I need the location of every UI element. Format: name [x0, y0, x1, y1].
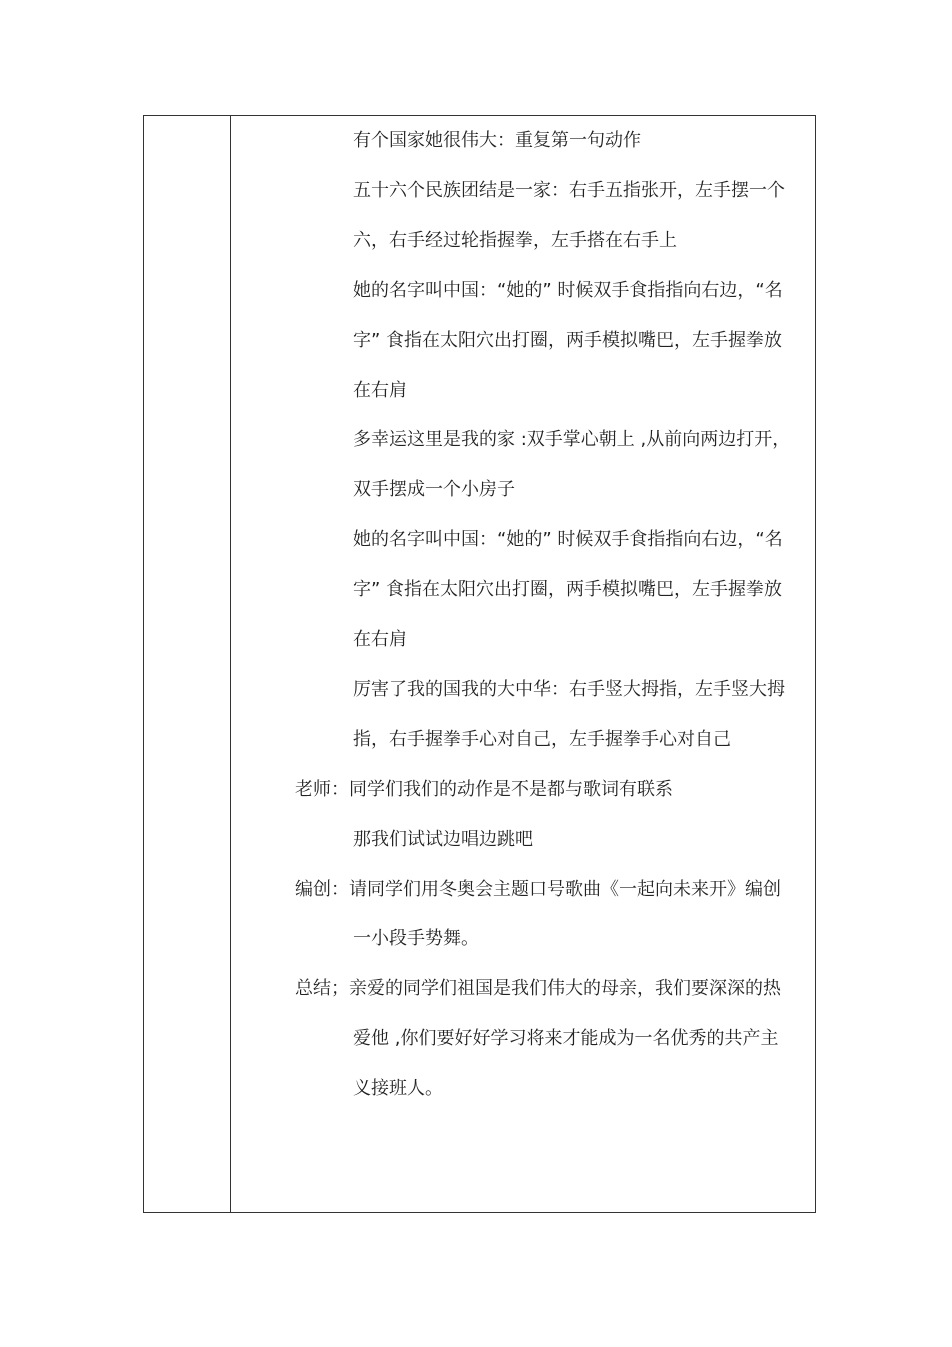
- paragraph-line: 双手摆成一个小房子: [353, 479, 515, 501]
- paragraph-line: 指，右手握拳手心对自己，左手握拳手心对自己: [353, 728, 731, 750]
- lesson-content-cell: [144, 116, 815, 1212]
- paragraph-line: 她的名字叫中国：“她的” 时候双手食指指向右边，“名: [353, 529, 783, 551]
- paragraph-line: 五十六个民族团结是一家：右手五指张开，左手摆一个: [353, 179, 785, 201]
- labeled-paragraph-line: 老师：同学们我们的动作是不是都与歌词有联系: [295, 778, 673, 800]
- paragraph-line: 有个国家她很伟大：重复第一句动作: [353, 130, 641, 151]
- paragraph-line: 一小段手势舞。: [353, 928, 479, 950]
- lesson-table: [143, 115, 816, 1213]
- paragraph-line: 字” 食指在太阳穴出打圈，两手模拟嘴巴，左手握拳放: [353, 329, 783, 351]
- paragraph-line: 在右肩: [353, 379, 407, 401]
- paragraph-line: 厉害了我的国我的大中华：右手竖大拇指，左手竖大拇: [353, 678, 785, 700]
- paragraph-line: 那我们试试边唱边跳吧: [353, 828, 533, 850]
- labeled-paragraph-line: 编创：请同学们用冬奥会主题口号歌曲《一起向未来开》编创: [295, 878, 781, 900]
- paragraph-line: 义接班人。: [353, 1078, 443, 1100]
- paragraph-line: 她的名字叫中国：“她的” 时候双手食指指向右边，“名: [353, 279, 783, 301]
- paragraph-line: 爱他 ,你们要好好学习将来才能成为一名优秀的共产主: [353, 1028, 779, 1050]
- paragraph-line: 六，右手经过轮指握拳，左手搭在右手上: [353, 229, 677, 251]
- labeled-paragraph-line: 总结；亲爱的同学们祖国是我们伟大的母亲，我们要深深的热: [295, 978, 781, 1000]
- paragraph-line: 字” 食指在太阳穴出打圈，两手模拟嘴巴，左手握拳放: [353, 579, 783, 601]
- paragraph-line: 多幸运这里是我的家 :双手掌心朝上 ,从前向两边打开，: [353, 429, 791, 451]
- paragraph-line: 在右肩: [353, 629, 407, 650]
